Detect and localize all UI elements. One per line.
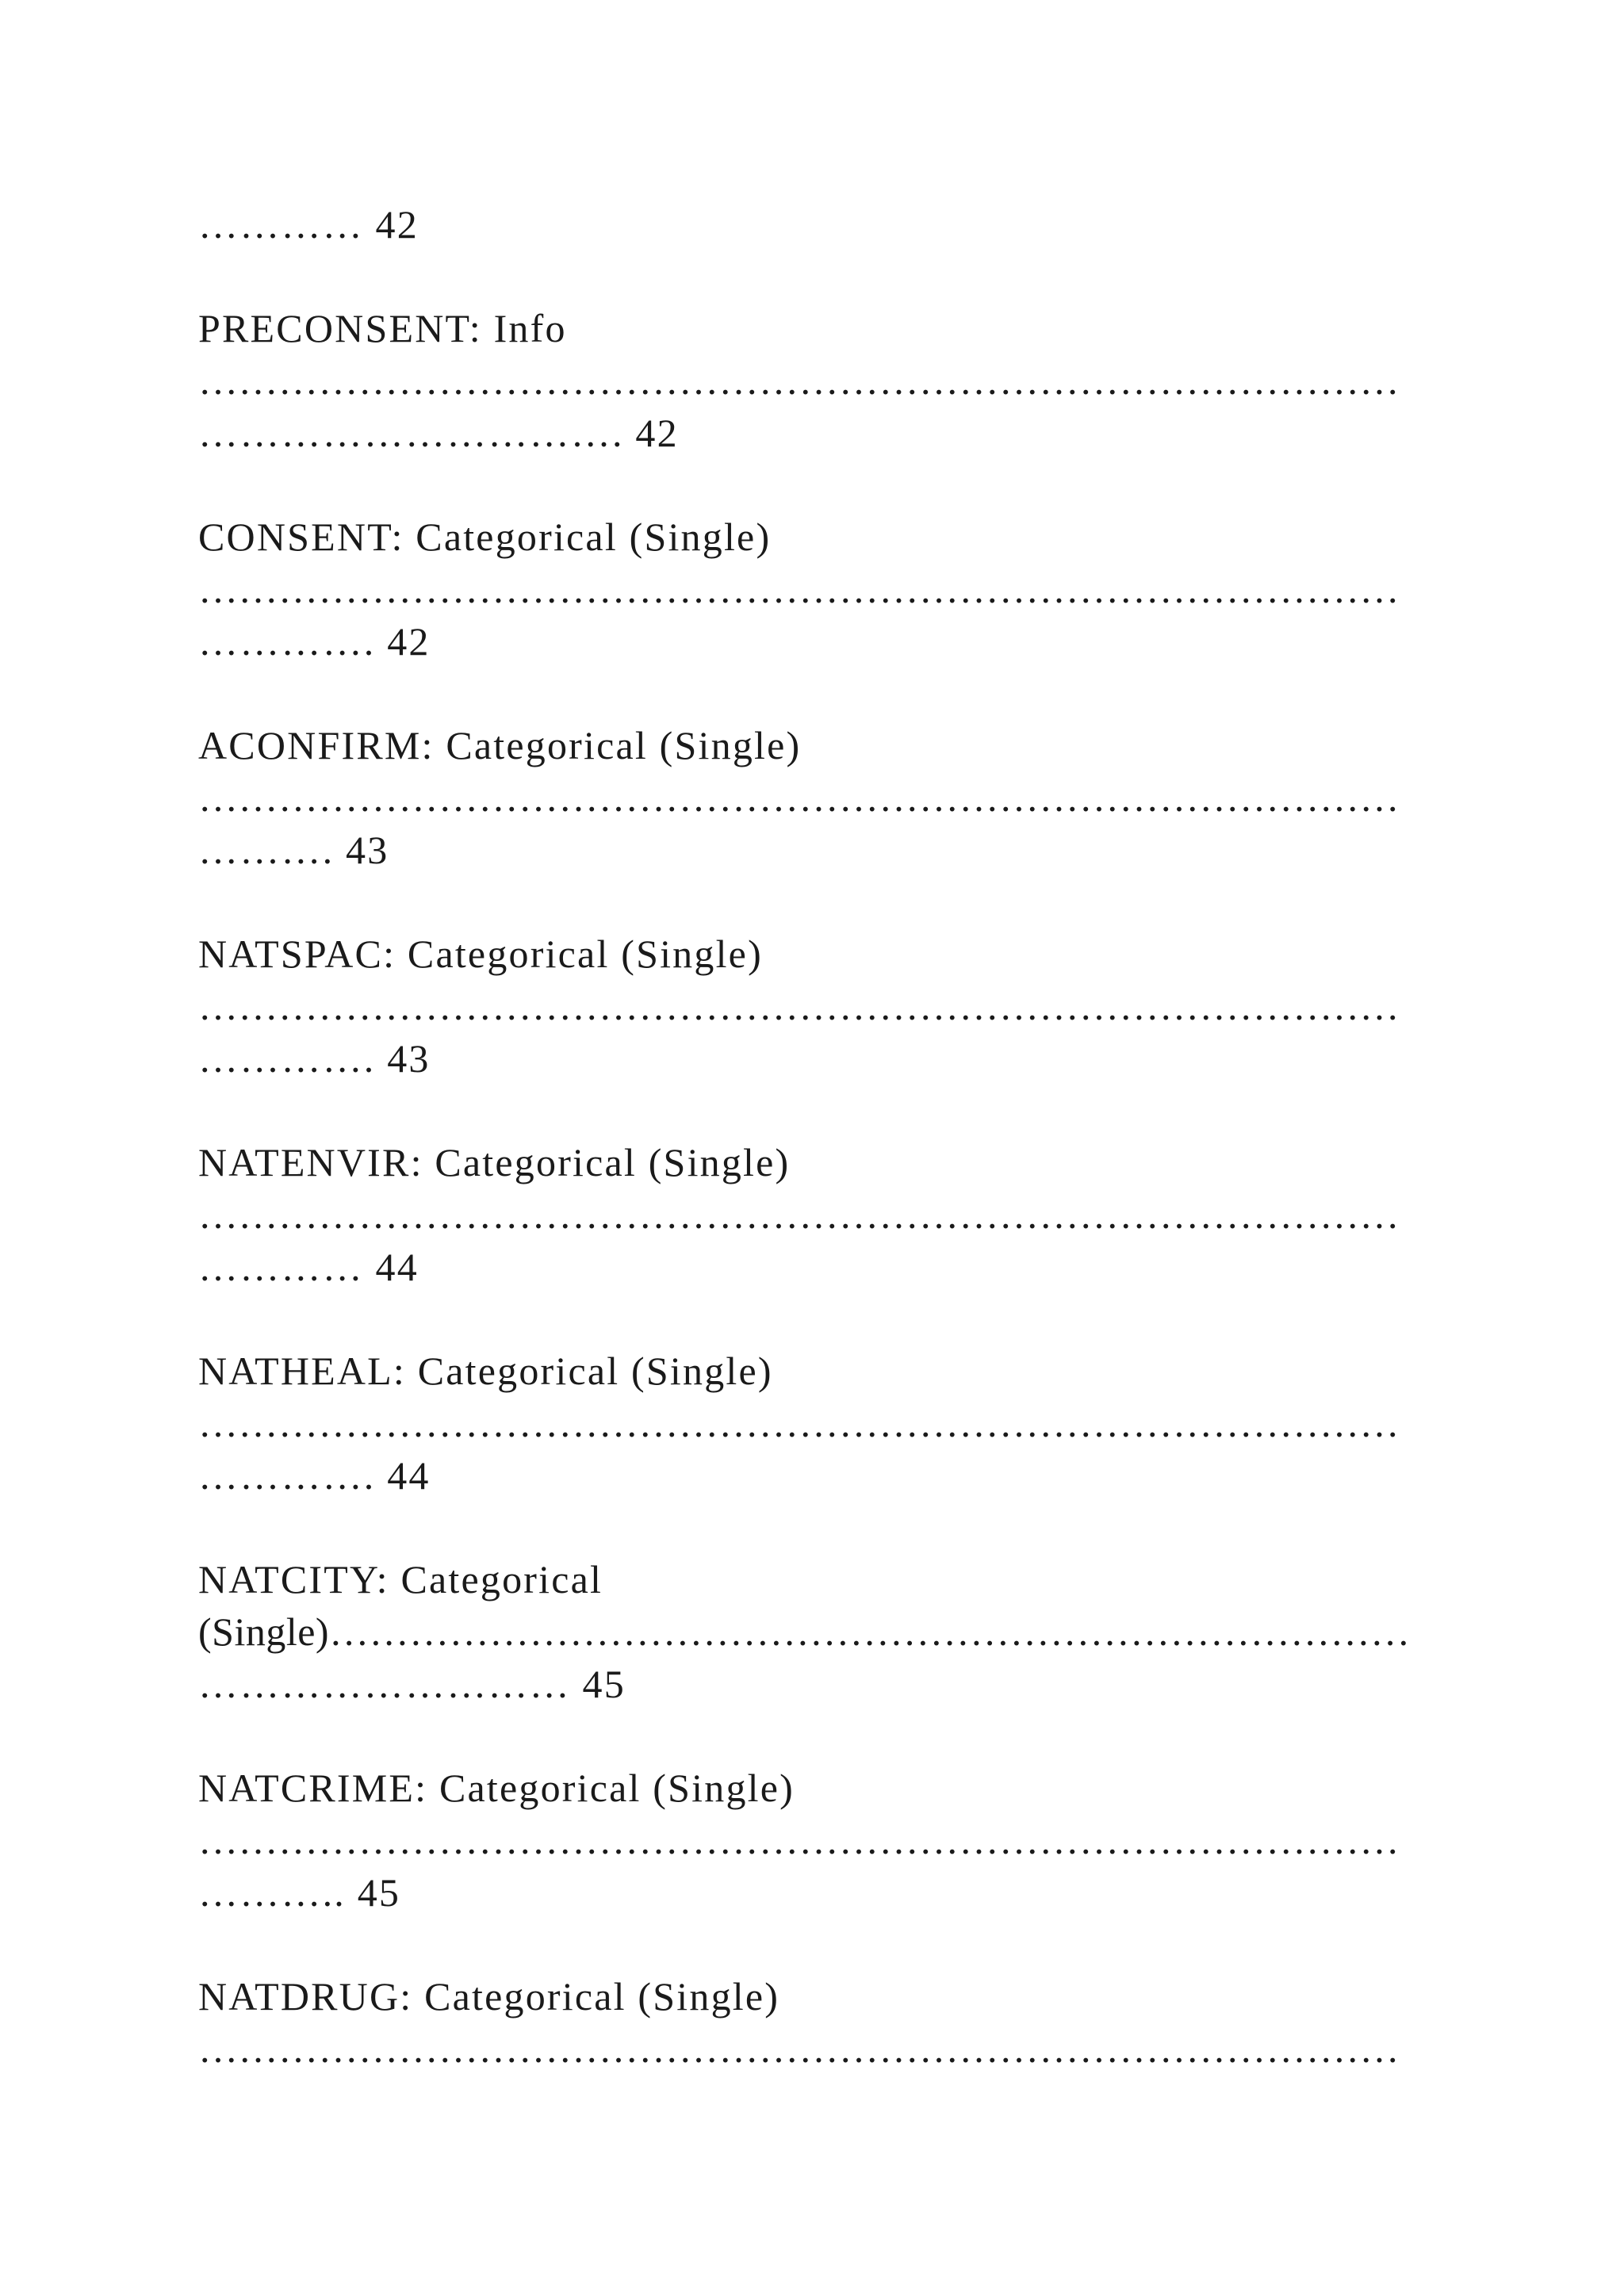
toc-entry-leader: ……………………………………………………………………………… — [198, 984, 1400, 1028]
toc-entry-tail: ……….. 45 — [198, 1870, 401, 1915]
toc-entry-leader: ……………………………………………………………………………… — [198, 1401, 1400, 1445]
toc-entry-title: NATHEAL: Categorical (Single) — [198, 1349, 773, 1393]
toc-entry-leader: ……………………………………………………………………………… — [198, 1818, 1400, 1862]
toc-entry-leader: ……………………………………………………………………………… — [198, 567, 1400, 611]
toc-entry-leader: (Single)……………………………………………………………………… — [198, 1609, 1411, 1654]
toc-entry-tail: …………. 42 — [198, 619, 431, 664]
toc-entry-title: NATDRUG: Categorical (Single) — [198, 1974, 780, 2019]
toc-entry-title: NATCITY: Categorical — [198, 1557, 603, 1601]
toc-entry-title: PRECONSENT: Info — [198, 306, 567, 350]
toc-entry-leader: ……………………………………………………………………………… — [198, 358, 1400, 403]
toc-entry-tail: …………. 43 — [198, 1036, 431, 1081]
toc-entry-tail: ………. 43 — [198, 828, 389, 872]
toc-entry-title: CONSENT: Categorical (Single) — [198, 515, 772, 559]
toc-entry-tail: …………………………. 42 — [198, 411, 679, 455]
toc-entry-title: NATCRIME: Categorical (Single) — [198, 1766, 795, 1810]
toc-entry-title: ACONFIRM: Categorical (Single) — [198, 723, 802, 767]
toc-entry-tail: ………… 44 — [198, 1245, 419, 1289]
toc-entry-tail: ………… 42 — [198, 202, 419, 247]
toc-entry-title: NATENVIR: Categorical (Single) — [198, 1140, 791, 1184]
toc-entry-leader: ……………………………………………………………………………… — [198, 2026, 1400, 2071]
toc-entry-tail: …………. 44 — [198, 1453, 431, 1498]
toc-entry-tail: ……………………… 45 — [198, 1662, 626, 1706]
toc-entry-leader: ……………………………………………………………………………… — [198, 1192, 1400, 1237]
toc-entry-title: NATSPAC: Categorical (Single) — [198, 932, 763, 976]
toc-entry-leader: ……………………………………………………………………………… — [198, 775, 1400, 820]
